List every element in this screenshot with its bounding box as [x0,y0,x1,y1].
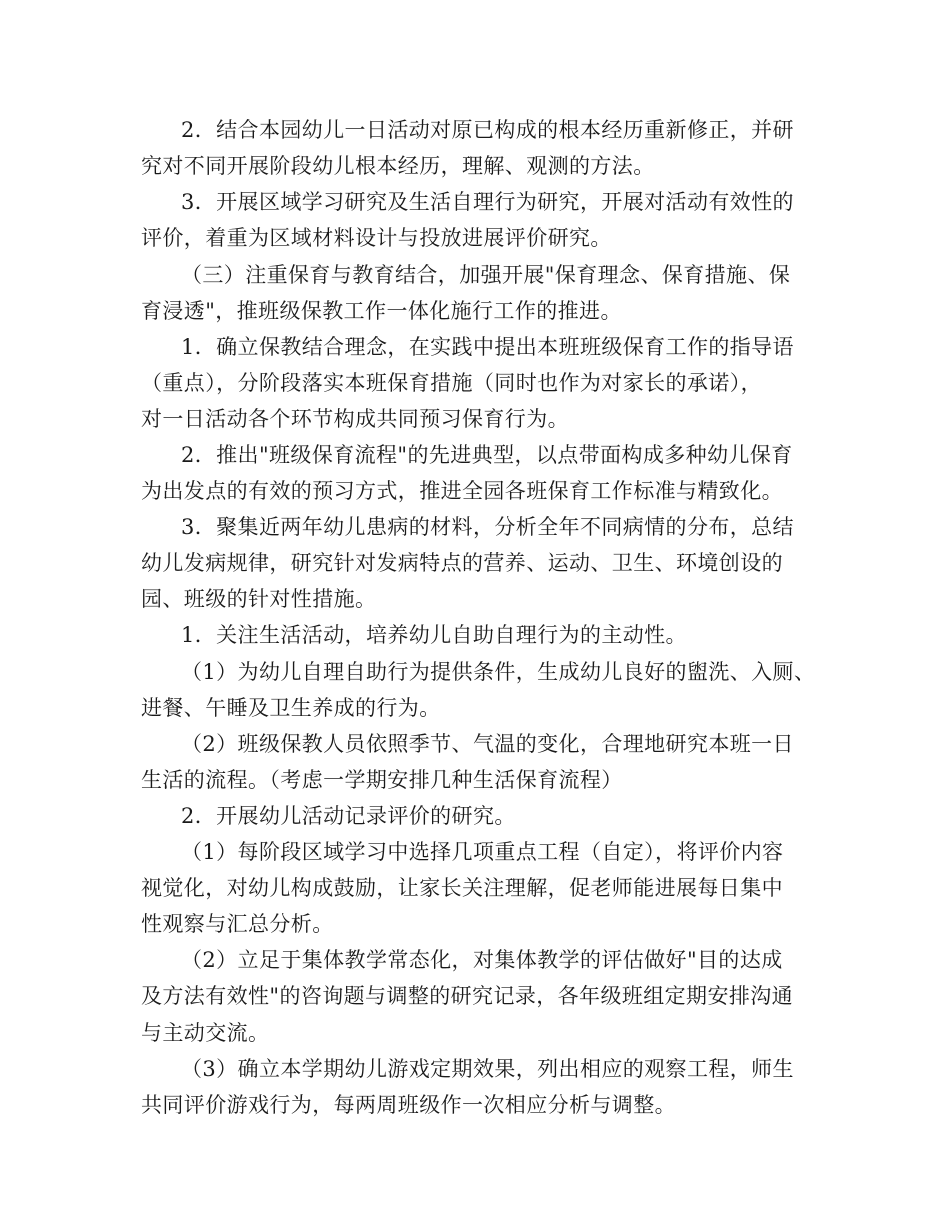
paragraph-line: 评价，着重为区域材料设计与投放进展评价研究。 [141,226,612,250]
paragraph-line: 园、班级的针对性措施。 [141,587,377,611]
paragraph-line: （1）为幼儿自理自助行为提供条件，生成幼儿良好的盥洗、入厕、 [181,660,816,684]
paragraph-line: 2．结合本园幼儿一日活动对原已构成的根本经历重新修正，并研 [181,118,794,142]
paragraph-line: 与主动交流。 [141,1021,270,1045]
paragraph-line: 2．开展幼儿活动记录评价的研究。 [181,804,516,828]
paragraph-line: 及方法有效性"的咨询题与调整的研究记录，各年级班组定期安排沟通 [141,984,794,1008]
paragraph-line: （三）注重保育与教育结合，加强开展"保育理念、保育措施、保 [181,263,791,287]
paragraph-line: （1）每阶段区域学习中选择几项重点工程（自定），将评价内容 [181,840,784,864]
paragraph-line: 育浸透"，推班级保教工作一体化施行工作的推进。 [141,299,622,323]
paragraph-line: 究对不同开展阶段幼儿根本经历，理解、观测的方法。 [141,154,655,178]
paragraph-line: （2）班级保教人员依照季节、气温的变化，合理地研究本班一日 [181,732,794,756]
paragraph-line: （重点），分阶段落实本班保育措施（同时也作为对家长的承诺）， [141,371,762,395]
paragraph-line: 对一日活动各个环节构成共同预习保育行为。 [141,407,569,431]
paragraph-line: 视觉化，对幼儿构成鼓励，让家长关注理解，促老师能进展每日集中 [141,876,783,900]
paragraph-line: 1．确立保教结合理念，在实践中提出本班班级保育工作的指导语 [181,335,794,359]
paragraph-line: 2．推出"班级保育流程"的先进典型，以点带面构成多种幼儿保育 [181,443,793,467]
paragraph-line: 3．开展区域学习研究及生活自理行为研究，开展对活动有效性的 [181,190,794,214]
paragraph-line: （2）立足于集体教学常态化，对集体教学的评估做好"目的达成 [181,948,783,972]
paragraph-line: 1．关注生活活动，培养幼儿自助自理行为的主动性。 [181,623,687,647]
paragraph-line: （3）确立本学期幼儿游戏定期效果，列出相应的观察工程，师生 [181,1057,794,1081]
paragraph-line: 生活的流程。（考虑一学期安排几种生活保育流程） [141,768,623,792]
paragraph-line: 为出发点的有效的预习方式，推进全园各班保育工作标准与精致化。 [141,479,783,503]
paragraph-line: 共同评价游戏行为，每两周班级作一次相应分析与调整。 [141,1093,676,1117]
paragraph-line: 性观察与汇总分析。 [141,912,334,936]
paragraph-line: 3．聚集近两年幼儿患病的材料，分析全年不同病情的分布，总结 [181,515,794,539]
paragraph-line: 进餐、午睡及卫生养成的行为。 [141,696,441,720]
paragraph-line: 幼儿发病规律，研究针对发病特点的营养、运动、卫生、环境创设的 [141,551,783,575]
